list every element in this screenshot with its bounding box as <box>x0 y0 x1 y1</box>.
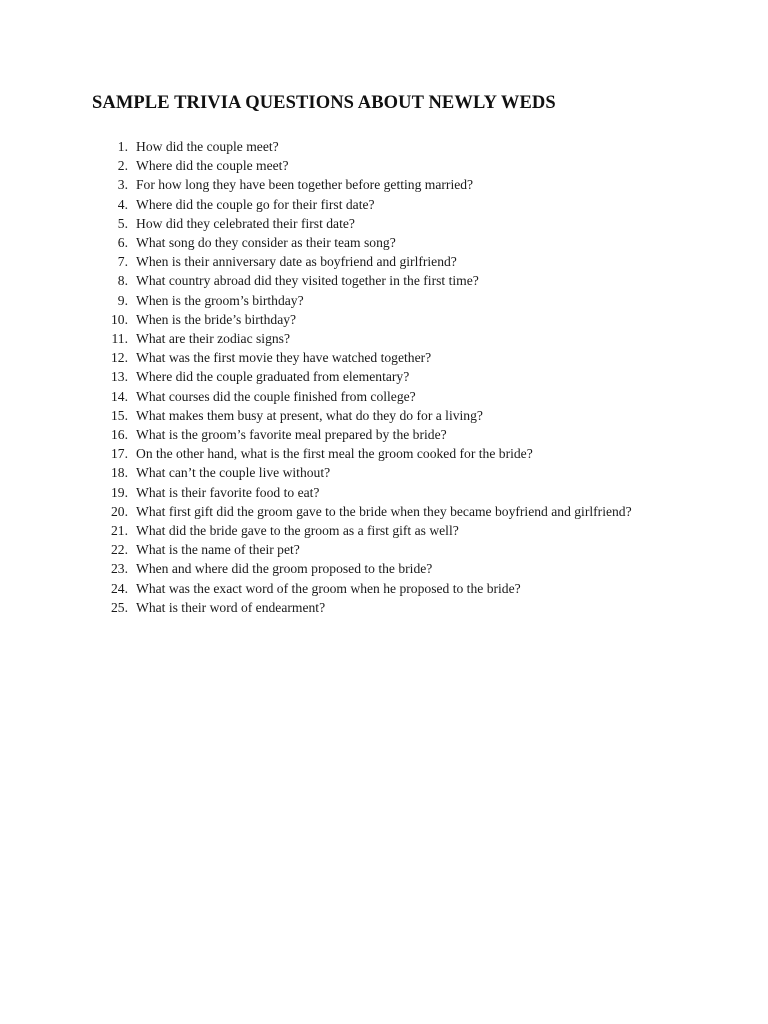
question-text: For how long they have been together before getting married? <box>136 177 474 193</box>
question-item-19 <box>0 483 768 502</box>
question-text: What country abroad did they visited together in the first time? <box>136 273 479 289</box>
question-item-12 <box>0 348 768 367</box>
question-item-22 <box>0 540 768 559</box>
question-text: What is their word of endearment? <box>136 599 326 615</box>
question-text: When is their anniversary date as boyfriend and girlfriend? <box>136 254 457 270</box>
question-item-8 <box>0 271 768 290</box>
question-item-9 <box>0 291 768 310</box>
question-text: How did the couple meet? <box>136 139 279 154</box>
question-number: 16. <box>111 427 128 443</box>
question-text: What did the bride gave to the groom as a first gift as well? <box>136 523 459 539</box>
question-number: 24. <box>111 580 128 596</box>
question-text: When and where did the groom proposed to the bride? <box>136 561 433 577</box>
question-number: 21. <box>111 523 128 539</box>
question-text: What is the name of their pet? <box>136 542 300 558</box>
question-number: 9. <box>117 292 128 308</box>
question-number: 3. <box>117 177 128 193</box>
question-text: What makes them busy at present, what do they do for a living? <box>136 407 483 423</box>
question-text: Where did the couple go for their first date? <box>136 196 375 212</box>
question-item-16 <box>0 425 768 444</box>
question-text: When is the groom’s birthday? <box>136 292 304 308</box>
question-number: 19. <box>111 484 128 500</box>
question-item-18 <box>0 463 768 482</box>
question-number: 12. <box>111 350 128 366</box>
question-item-21 <box>0 521 768 540</box>
question-item-2 <box>0 156 768 175</box>
question-item-25 <box>0 598 768 617</box>
question-text: What can’t the couple live without? <box>136 465 331 481</box>
question-number: 6. <box>117 235 128 251</box>
question-number: 23. <box>111 561 128 577</box>
question-text: Where did the couple graduated from elementary? <box>136 369 410 385</box>
question-number: 8. <box>117 273 128 289</box>
question-number: 13. <box>111 369 128 385</box>
question-item-1 <box>0 137 768 156</box>
question-text: How did they celebrated their first date? <box>136 215 355 231</box>
question-item-4 <box>0 195 768 214</box>
question-number: 4. <box>117 196 128 212</box>
question-text: What courses did the couple finished from college? <box>136 388 416 404</box>
question-item-7 <box>0 252 768 271</box>
question-item-5 <box>0 214 768 233</box>
question-text: What is their favorite food to eat? <box>136 484 320 500</box>
question-item-15 <box>0 406 768 425</box>
question-item-14 <box>0 387 768 406</box>
question-number: 5. <box>117 215 128 231</box>
question-text: What first gift did the groom gave to the bride when they became boyfriend and girlfriend? <box>136 503 632 519</box>
question-text: When is the bride’s birthday? <box>136 311 297 327</box>
question-item-17 <box>0 444 768 463</box>
question-number: 2. <box>117 158 128 174</box>
question-text: On the other hand, what is the first meal the groom cooked for the bride? <box>136 446 533 462</box>
question-item-24 <box>0 579 768 598</box>
question-text: What are their zodiac signs? <box>136 331 290 347</box>
question-text: What was the exact word of the groom when he proposed to the bride? <box>136 580 521 596</box>
question-number: 1. <box>117 139 128 154</box>
question-number: 18. <box>111 465 128 481</box>
question-number: 14. <box>111 388 128 404</box>
question-item-6 <box>0 233 768 252</box>
question-number: 25. <box>111 599 128 615</box>
question-number: 17. <box>111 446 128 462</box>
question-number: 11. <box>111 331 128 347</box>
questions-list <box>0 137 768 617</box>
question-number: 22. <box>111 542 128 558</box>
question-number: 10. <box>111 311 128 327</box>
question-number: 20. <box>111 503 128 519</box>
question-text: What is the groom’s favorite meal prepared by the bride? <box>136 427 447 443</box>
question-number: 7. <box>117 254 128 270</box>
question-text: What song do they consider as their team song? <box>136 235 396 251</box>
question-number: 15. <box>111 407 128 423</box>
question-item-10 <box>0 310 768 329</box>
question-item-23 <box>0 559 768 578</box>
question-item-11 <box>0 329 768 348</box>
question-item-3 <box>0 175 768 194</box>
question-item-13 <box>0 367 768 386</box>
question-item-20 <box>0 502 768 521</box>
question-text: Where did the couple meet? <box>136 158 289 174</box>
question-text: What was the first movie they have watched together? <box>136 350 432 366</box>
document-title: SAMPLE TRIVIA QUESTIONS ABOUT NEWLY WEDS <box>92 93 556 113</box>
